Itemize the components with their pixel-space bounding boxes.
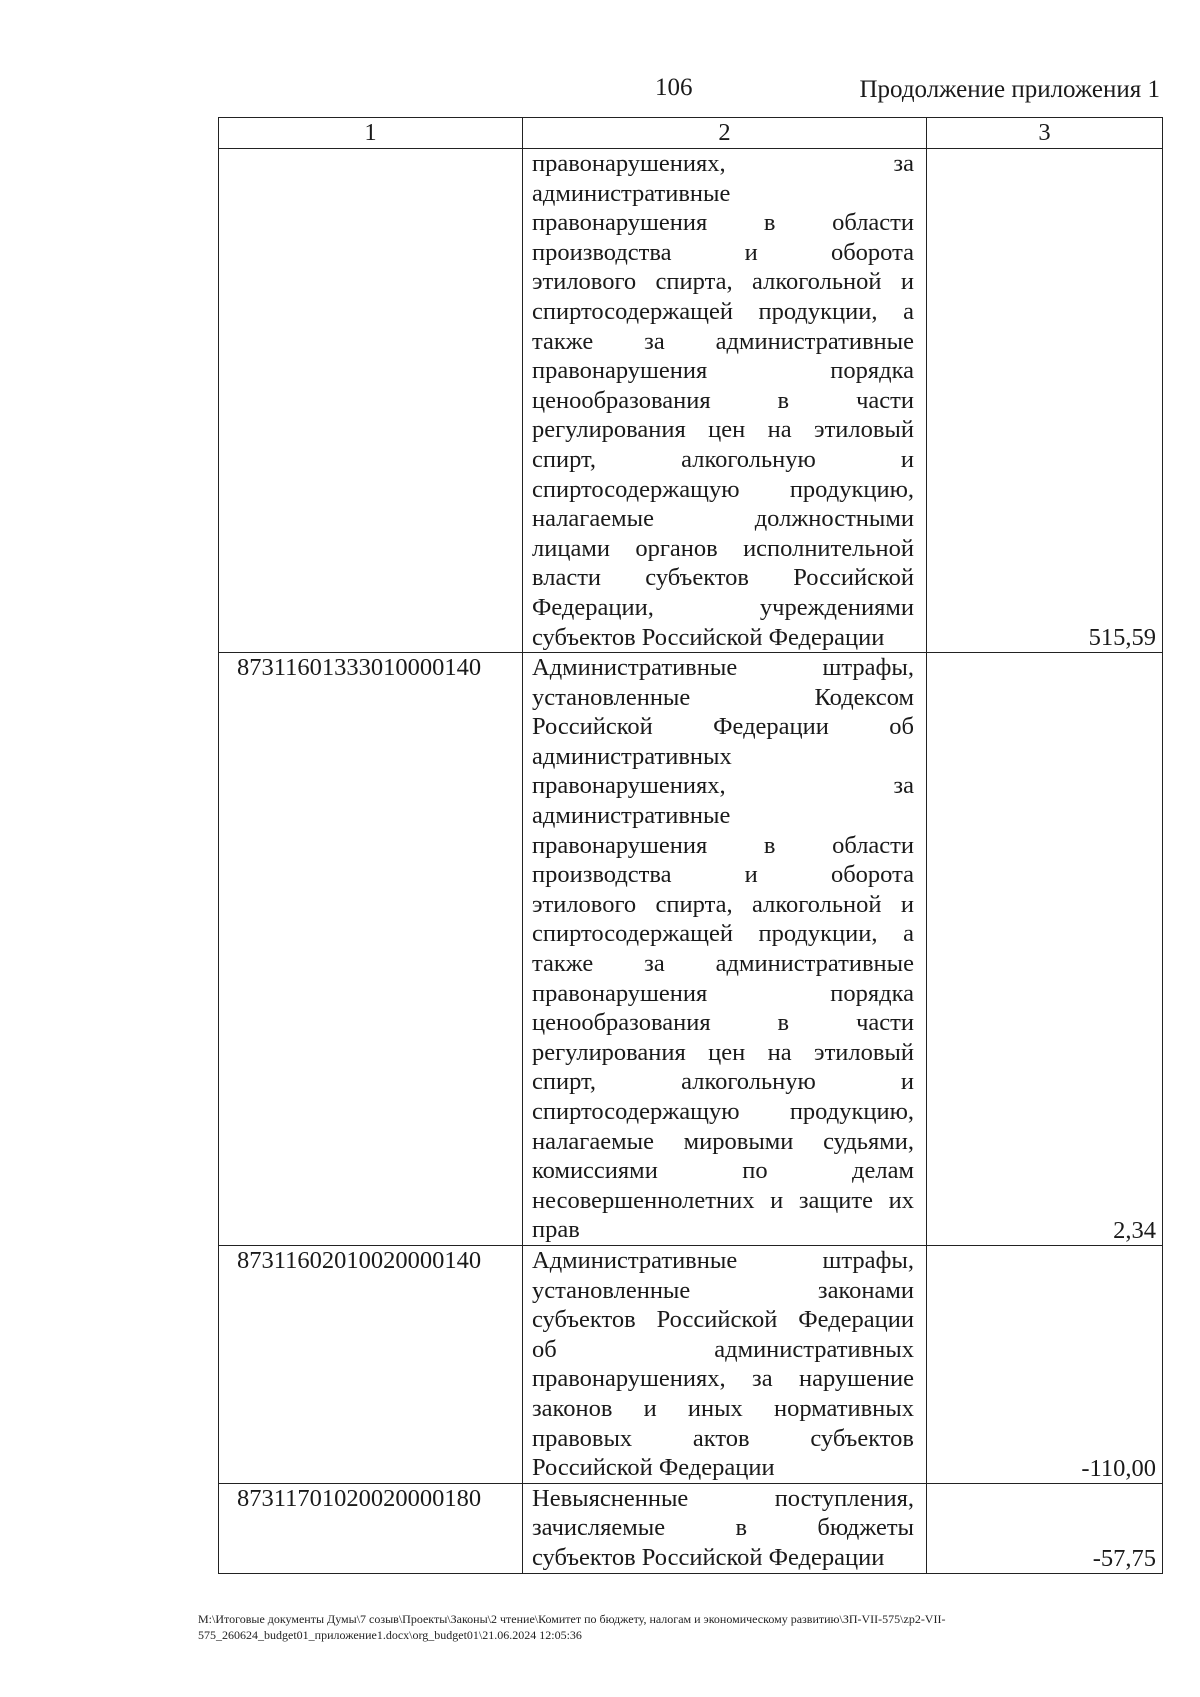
description-line: правонарушения порядка bbox=[532, 979, 914, 1007]
description-line: административные bbox=[532, 179, 731, 207]
description-line: Российской Федерации об bbox=[532, 713, 914, 741]
description-line: спиртосодержащую продукцию, bbox=[532, 1098, 914, 1125]
amount-cell bbox=[927, 653, 1163, 1246]
description-line: административные bbox=[532, 802, 731, 830]
description-line: Российской Федерации bbox=[532, 1454, 775, 1482]
description-cell bbox=[523, 653, 927, 1246]
description-line: Федерации, учреждениями bbox=[532, 593, 914, 621]
description-line: субъектов Российской Федерации bbox=[532, 623, 885, 651]
description-line: налагаемые должностными bbox=[532, 505, 914, 533]
description-line: власти субъектов Российской bbox=[532, 564, 914, 592]
description-line: правонарушениях, за bbox=[532, 150, 914, 177]
description-line: установленные законами bbox=[532, 1276, 914, 1304]
description-line: этилового спирта, алкогольной и bbox=[532, 890, 914, 918]
amount-value: -110,00 bbox=[1081, 1454, 1156, 1482]
budget-code-cell: 87311602010020000140 bbox=[219, 1245, 523, 1483]
description-line: регулирования цен на этиловый bbox=[532, 416, 914, 444]
description-line: спирт, алкогольную и bbox=[532, 445, 914, 473]
column-header-1: 1 bbox=[219, 118, 523, 149]
table-row bbox=[219, 653, 1163, 1246]
budget-code-cell bbox=[219, 149, 523, 653]
amount-cell bbox=[927, 149, 1163, 653]
description-line: несовершеннолетних и защите их bbox=[532, 1186, 914, 1214]
description-line: зачисляемые в бюджеты bbox=[532, 1514, 914, 1542]
page-number: 106 bbox=[655, 74, 693, 101]
description-line: ценообразования в части bbox=[532, 1009, 914, 1037]
description-line: лицами органов исполнительной bbox=[532, 534, 914, 562]
description-line: Административные штрафы, bbox=[532, 1246, 914, 1274]
column-header-3: 3 bbox=[927, 118, 1163, 149]
table-row bbox=[219, 1245, 1163, 1483]
description-line: об административных bbox=[532, 1335, 914, 1363]
file-path-footer bbox=[198, 1611, 1158, 1643]
description-line: также за административные bbox=[532, 950, 914, 978]
description-line: установленные Кодексом bbox=[532, 683, 914, 711]
description-line: спиртосодержащую продукцию, bbox=[532, 475, 914, 503]
description-line: правонарушения порядка bbox=[532, 357, 914, 385]
description-line: спиртосодержащей продукции, а bbox=[532, 920, 914, 948]
description-line: субъектов Российской Федерации bbox=[532, 1543, 885, 1571]
budget-table bbox=[218, 117, 1163, 1574]
description-line: административных bbox=[532, 742, 732, 770]
description-cell bbox=[523, 1245, 927, 1483]
amount-cell bbox=[927, 1245, 1163, 1483]
description-line: этилового спирта, алкогольной и bbox=[532, 268, 914, 296]
column-header-2: 2 bbox=[523, 118, 927, 149]
table-header-row bbox=[219, 118, 1163, 149]
amount-value: 2,34 bbox=[1113, 1216, 1156, 1244]
footer-path-line-1: М:\Итоговые документы Думы\7 созыв\Проекты\Законы\2 чтение\Комитет по бюджету, налогам и экономическому развитию\ЗП-VII-575\zp2-VII- bbox=[198, 1612, 946, 1626]
description-line: законов и иных нормативных bbox=[532, 1394, 914, 1422]
budget-code-cell: 87311601333010000140 bbox=[219, 653, 523, 1246]
table-row bbox=[219, 1483, 1163, 1573]
description-line: налагаемые мировыми судьями, bbox=[532, 1127, 914, 1155]
description-line: производства и оборота bbox=[532, 238, 914, 266]
description-line: правонарушениях, за нарушение bbox=[532, 1365, 914, 1393]
continuation-label: Продолжение приложения 1 bbox=[859, 76, 1160, 103]
description-line: также за административные bbox=[532, 327, 914, 355]
amount-cell bbox=[927, 1483, 1163, 1573]
footer-path-line-2: 575_260624_budget01_приложение1.docx\org_budget01\21.06.2024 12:05:36 bbox=[198, 1628, 582, 1642]
description-line: регулирования цен на этиловый bbox=[532, 1038, 914, 1066]
description-line: субъектов Российской Федерации bbox=[532, 1306, 914, 1334]
description-cell bbox=[523, 149, 927, 653]
description-line: спирт, алкогольную и bbox=[532, 1068, 914, 1096]
description-line: спиртосодержащей продукции, а bbox=[532, 297, 914, 325]
description-line: правовых актов субъектов bbox=[532, 1424, 914, 1452]
description-line: комиссиями по делам bbox=[532, 1157, 914, 1185]
amount-value: -57,75 bbox=[1092, 1544, 1156, 1572]
amount-value: 515,59 bbox=[1088, 624, 1156, 652]
table-row bbox=[219, 149, 1163, 653]
description-line: правонарушения в области bbox=[532, 831, 914, 859]
description-line: правонарушениях, за bbox=[532, 772, 914, 800]
description-line: Невыясненные поступления, bbox=[532, 1484, 914, 1512]
description-line: ценообразования в части bbox=[532, 386, 914, 414]
description-line: правонарушения в области bbox=[532, 209, 914, 237]
description-line: прав bbox=[532, 1216, 580, 1244]
budget-code-cell: 87311701020020000180 bbox=[219, 1483, 523, 1573]
description-line: Административные штрафы, bbox=[532, 654, 914, 682]
description-cell bbox=[523, 1483, 927, 1573]
description-line: производства и оборота bbox=[532, 861, 914, 889]
